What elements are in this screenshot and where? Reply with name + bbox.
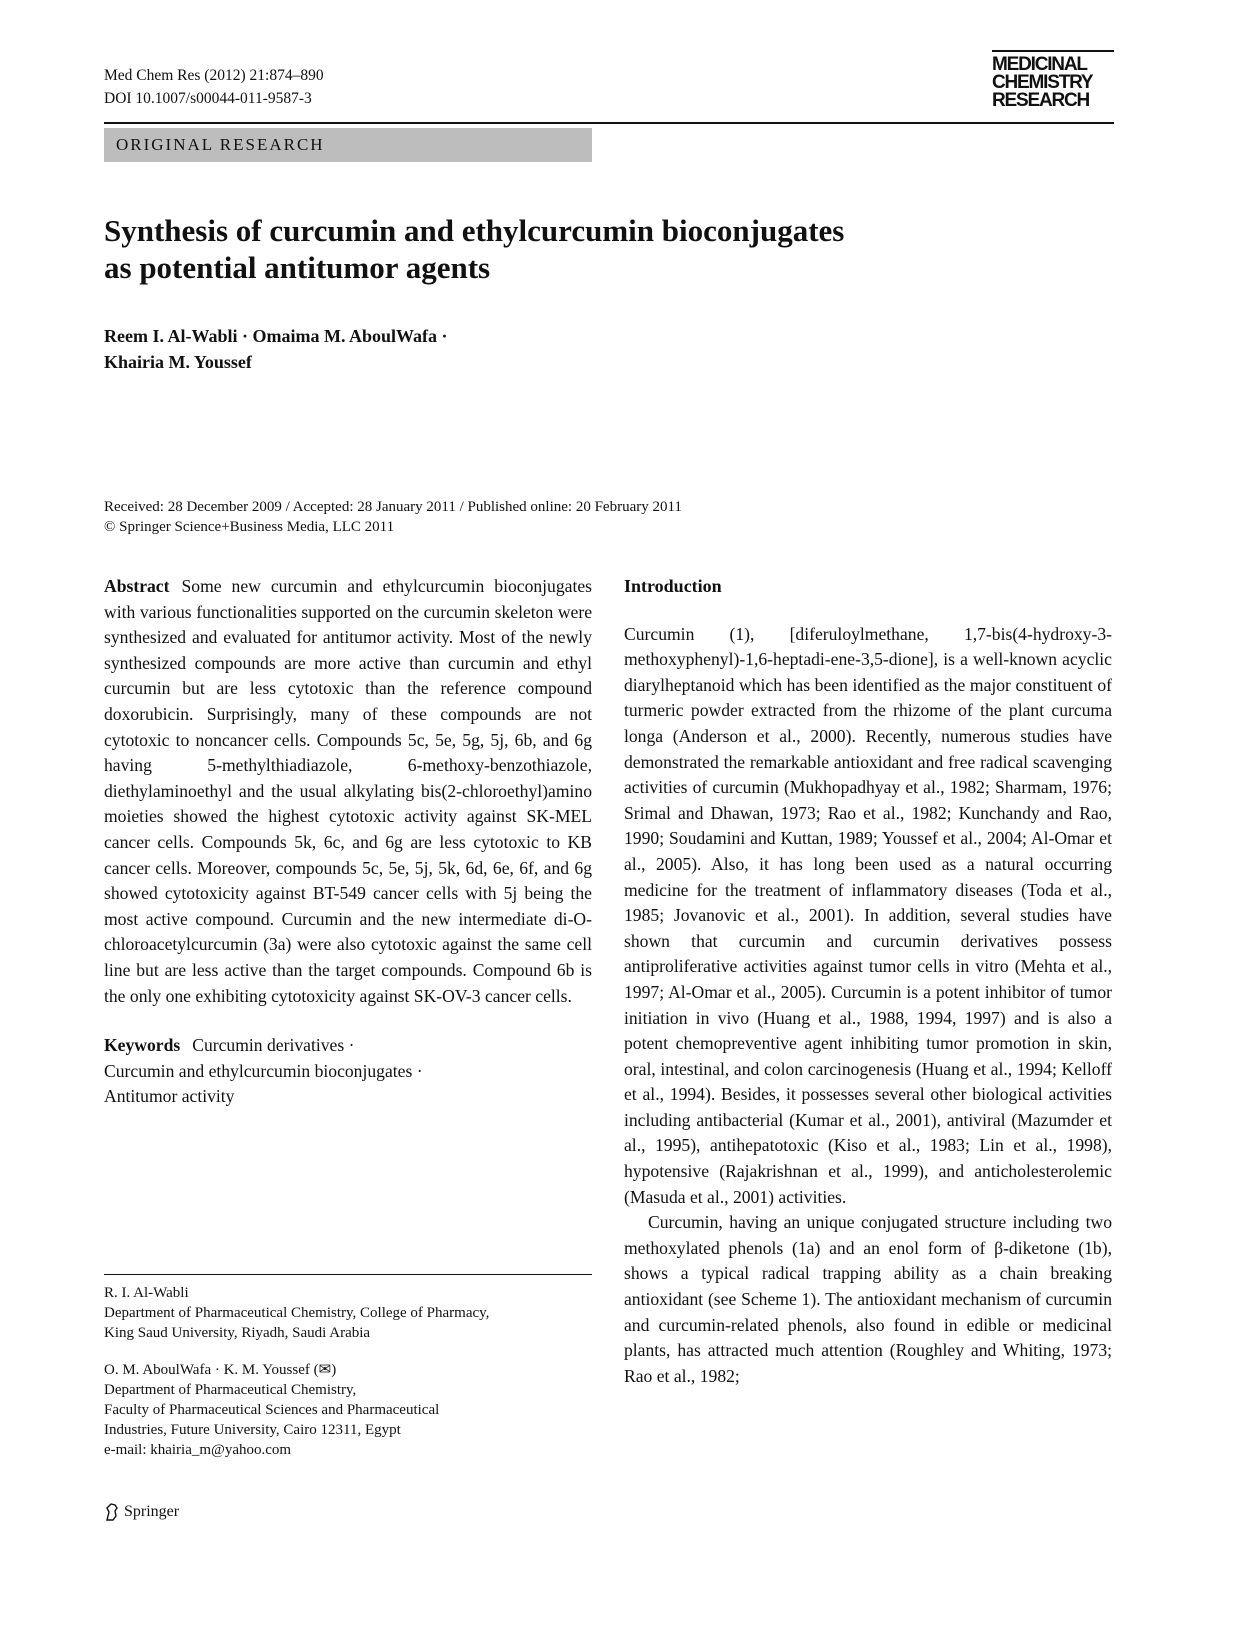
authors-line1: Reem I. Al-Wabli · Omaima M. AboulWafa · [104, 326, 448, 346]
affiliation-1-line1: Department of Pharmaceutical Chemistry, College of Pharmacy, [104, 1305, 490, 1321]
abstract-label: Abstract [104, 576, 170, 596]
affiliation-rule [104, 1274, 592, 1275]
copyright: © Springer Science+Business Media, LLC 2011 [104, 519, 395, 535]
title-line1: Synthesis of curcumin and ethylcurcumin bioconjugates [104, 213, 845, 248]
header-rule [104, 122, 1114, 124]
logo-bar [992, 50, 1114, 52]
left-column [104, 574, 592, 1110]
journal-reference [104, 64, 324, 110]
author-list [104, 323, 448, 375]
affiliation-1 [104, 1283, 592, 1343]
keyword-1: Curcumin derivatives · [192, 1035, 355, 1056]
affiliation-2-line1: Department of Pharmaceutical Chemistry, [104, 1382, 357, 1398]
affiliation-2-name: O. M. AboulWafa · K. M. Youssef (✉) [104, 1362, 337, 1378]
article-title [104, 212, 924, 286]
authors-line2: Khairia M. Youssef [104, 352, 252, 372]
abstract [104, 574, 592, 1009]
keyword-2: Curcumin and ethylcurcumin bioconjugates · [104, 1060, 423, 1081]
article-dates [104, 497, 682, 537]
journal-citation: Med Chem Res (2012) 21:874–890 [104, 67, 324, 84]
affiliation-2-email[interactable]: e-mail: khairia_m@yahoo.com [104, 1442, 292, 1458]
logo-line3: RESEARCH [992, 90, 1090, 111]
introduction-paragraph-1: Curcumin (1), [diferuloylmethane, 1,7-bis(4-hydroxy-3-methoxyphenyl)-1,6-heptadi-ene-3,5-dione], is a well-known acyclic diarylheptanoid which has been identified as the major constituent of turmeric powder extracted from the rhizome of the plant curcuma longa (Anderson et al., 2000). Recently, numerous studies have demonstrated the remarkable antioxidant and free radical scavenging activities of curcumin (Mukhopadhyay et al., 1982; Sharmam, 1976; Srimal and Dhawan, 1973; Rao et al., 1982; Kunchandy and Rao, 1990; Soudamini and Kuttan, 1989; Youssef et al., 2004; Al-Omar et al., 2005). Also, it has long been used as a natural occurring medicine for the treatment of inflammatory diseases (Toda et al., 1985; Jovanovic et al., 2001). In addition, several studies have shown that curcumin and curcumin derivatives possess antiproliferative activities against tumor cells in vitro (Mehta et al., 1997; Al-Omar et al., 2005). Curcumin is a potent inhibitor of tumor initiation in vivo (Huang et al., 1988, 1994, 1997) and is also a potent chemopreventive agent inhibiting tumor promotion in skin, oral, intestinal, and colon carcinogenesis (Huang et al., 1994; Kelloff et al., 1994). Besides, it possesses several other biological activities including antibacterial (Kumar et al., 2001), antiviral (Mazumder et al., 1995), antihepatotoxic (Kiso et al., 1983; Lin et al., 1998), hypotensive (Rajakrishnan et al., 1999), and anticholesterolemic (Masuda et al., 2001) activities. [624, 623, 1112, 1207]
affiliation-2-line2: Faculty of Pharmaceutical Sciences and Pharmaceutical [104, 1402, 440, 1418]
affiliation-1-name: R. I. Al-Wabli [104, 1285, 189, 1301]
keywords [104, 1033, 592, 1110]
page-footer [104, 1502, 179, 1522]
keywords-label: Keywords [104, 1035, 181, 1056]
keyword-3: Antitumor activity [104, 1086, 235, 1107]
affiliation-2-line3: Industries, Future University, Cairo 12311, Egypt [104, 1422, 401, 1438]
introduction-heading: Introduction [624, 576, 722, 596]
affiliation-2 [104, 1360, 592, 1460]
publisher-name: Springer [124, 1503, 180, 1520]
affiliation-1-line2: King Saud University, Riyadh, Saudi Arabia [104, 1325, 371, 1341]
history-dates: Received: 28 December 2009 / Accepted: 28 January 2011 / Published online: 20 February 2011 [104, 499, 682, 515]
doi: DOI 10.1007/s00044-011-9587-3 [104, 90, 312, 107]
introduction-paragraph-2: Curcumin, having an unique conjugated structure including two methoxylated phenols (1a) and an enol form of β-diketone (1b), shows a typical radical trapping ability as a chain breaking antioxidant (see Scheme 1). The antioxidant mechanism of curcumin and curcumin-related phenols, also found in edible or medicinal plants, has attracted much attention (Roughley and Whiting, 1973; Rao et al., 1982; [624, 1212, 1112, 1386]
logo-line2: CHEMISTRY [992, 72, 1093, 93]
right-column [624, 574, 1112, 1389]
category-banner: ORIGINAL RESEARCH [104, 128, 592, 162]
abstract-text: Some new curcumin and ethylcurcumin bioconjugates with various functionalities supported on the curcumin skeleton were synthesized and evaluated for antitumor activity. Most of the newly synthesized compounds are more active than curcumin and ethyl curcumin but are less cytotoxic than the reference compound doxorubicin. Surprisingly, many of these compounds are not cytotoxic to noncancer cells. Compounds 5c, 5e, 5g, 5j, 6b, and 6g having 5-methylthiadiazole, 6-methoxy-benzothiazole, diethylaminoethyl and the usual alkylating bis(2-chloroethyl)amino moieties showed the highest cytotoxic activity against SK-MEL cancer cells. Compounds 5k, 6c, and 6g are less cytotoxic to KB cancer cells. Moreover, compounds 5c, 5e, 5j, 5k, 6d, 6e, 6f, and 6g showed cytotoxicity against BT-549 cancer cells with 5j being the most active compound. Curcumin and the new intermediate di-O-chloroacetylcurcumin (3a) were also cytotoxic against the same cell line but are less active than the target compounds. Compound 6b is the only one exhibiting cytotoxicity against SK-OV-3 cancer cells. [104, 576, 592, 1006]
journal-logo [992, 50, 1114, 110]
springer-horse-icon [104, 1502, 120, 1522]
logo-line1: MEDICINAL [992, 54, 1087, 75]
title-line2: as potential antitumor agents [104, 250, 491, 285]
